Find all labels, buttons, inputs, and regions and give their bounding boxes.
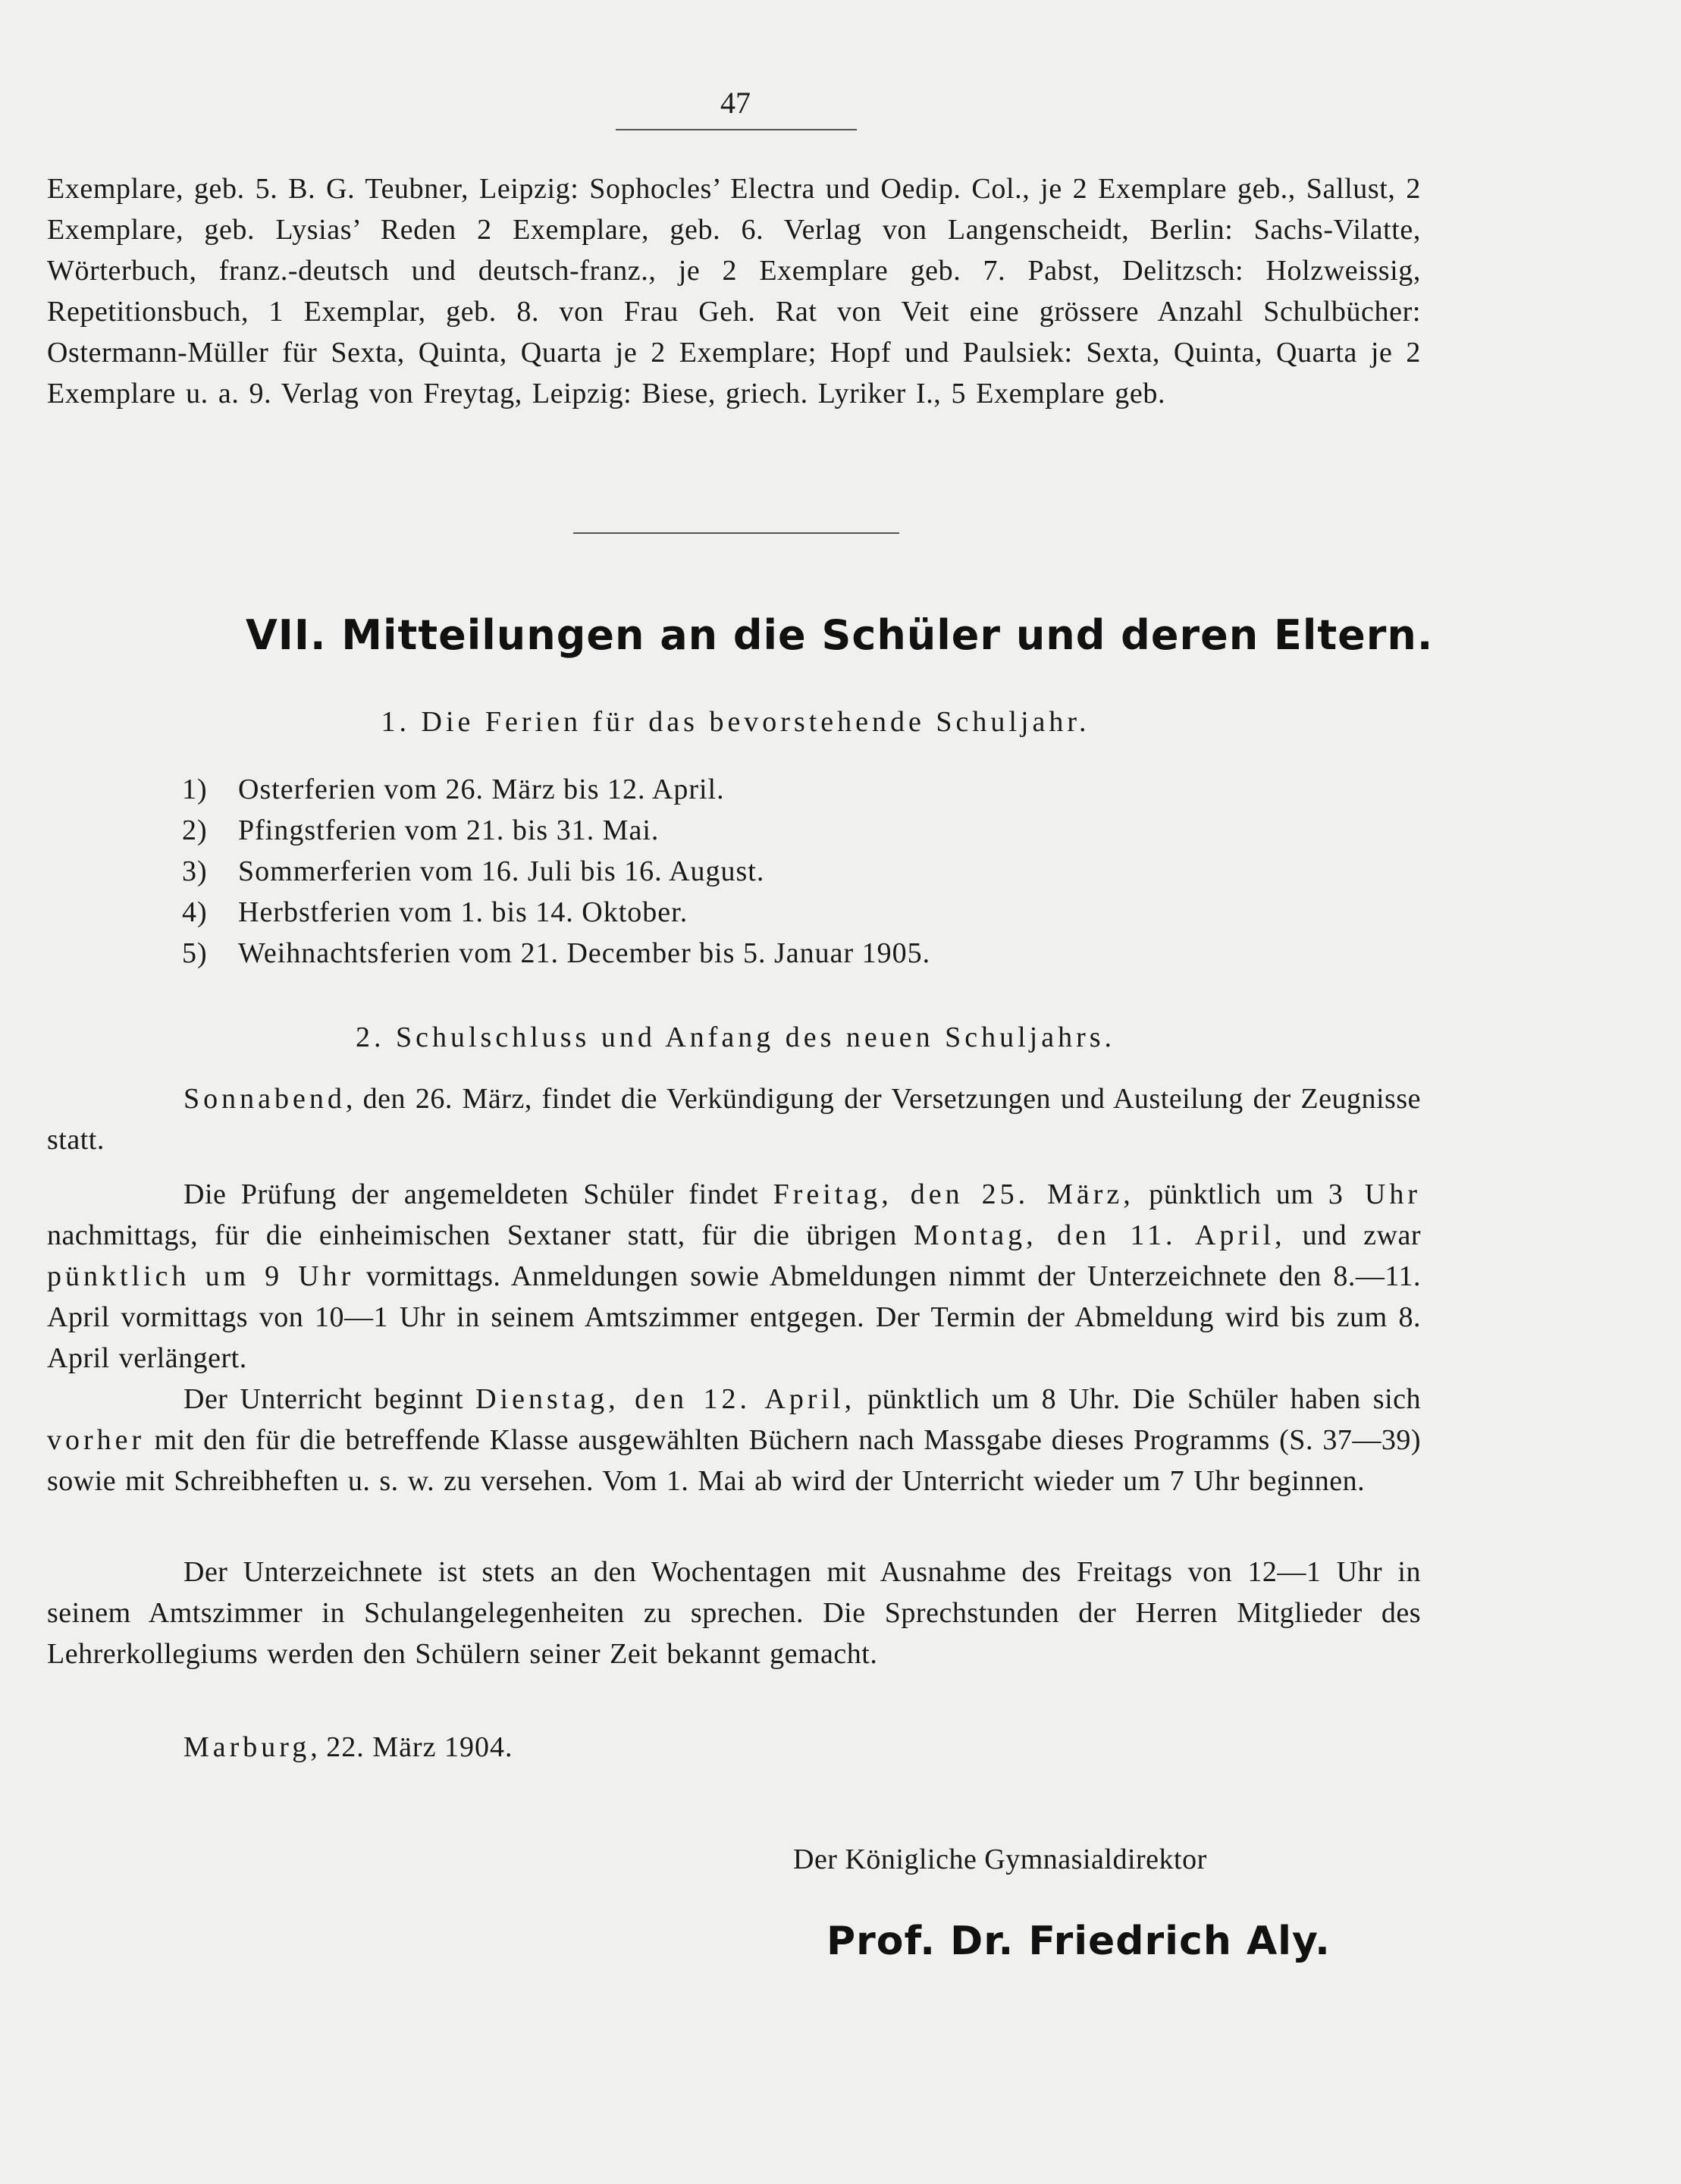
emphasis-text: Dienstag, den 12. April, bbox=[475, 1383, 856, 1415]
paragraph-versetzung bbox=[47, 1078, 1421, 1160]
paragraph-text: vormittags. Anmeldungen sowie Abmeldungen nimmt der Unterzeichnete den 8.—11. April vormittags von 10—1 Uhr in seinem Amtszimmer entgegen. Der Termin der Abmeldung wird bis zum 8. April verlängert. bbox=[47, 1260, 1421, 1374]
paragraph-text: pünktlich um bbox=[1134, 1178, 1328, 1210]
schulschluss-heading: 2. Schulschluss und Anfang des neuen Schuljahrs. bbox=[355, 1021, 1116, 1053]
list-item bbox=[182, 769, 930, 810]
emphasis-text: vorher bbox=[47, 1424, 146, 1456]
list-item bbox=[182, 892, 930, 933]
signature-name: Prof. Dr. Friedrich Aly. bbox=[826, 1919, 1331, 1964]
list-item-text: Osterferien vom 26. März bis 12. April. bbox=[238, 774, 725, 805]
paragraph-sprechstunden: Der Unterzeichnete ist stets an den Wochentagen mit Ausnahme des Freitags von 12—1 Uhr in seinem Amtszimmer in Schulangelegenheiten zu sprechen. Die Sprechstunden der Herren Mitglieder des Lehrerkollegiums werden den Schülern seiner Zeit bekannt gemacht. bbox=[47, 1556, 1421, 1670]
paragraph-text: Die Prüfung der angemeldeten Schüler findet bbox=[183, 1178, 773, 1210]
ferien-list bbox=[182, 769, 930, 974]
section-divider bbox=[573, 532, 899, 534]
list-item-number: 1) bbox=[182, 774, 208, 805]
list-item-number: 5) bbox=[182, 937, 208, 969]
list-item bbox=[182, 851, 930, 892]
emphasis-text: pünktlich um 9 Uhr bbox=[47, 1260, 355, 1292]
list-item bbox=[182, 810, 930, 851]
signature-title: Der Königliche Gymnasialdirektor bbox=[793, 1844, 1207, 1875]
paragraph-pruefung bbox=[47, 1174, 1421, 1379]
signature-place: Marburg bbox=[183, 1731, 311, 1763]
signature-date: , 22. März 1904. bbox=[310, 1731, 513, 1763]
paragraph-text: , den 26. März, findet die Verkündigung der Versetzungen und Austeilung der Zeugnisse statt. bbox=[47, 1083, 1421, 1156]
paragraph-unterricht bbox=[47, 1379, 1421, 1502]
paragraph-text: mit den für die betreffende Klasse ausgewählten Büchern nach Massgabe dieses Programms (S. 37—39) sowie mit Schreibheften u. s. w. zu versehen. Vom 1. Mai ab wird der Unterricht wieder um 7 Uhr beginnen. bbox=[47, 1424, 1421, 1497]
paragraph-text: Der Unterricht beginnt bbox=[183, 1383, 476, 1415]
section-heading: VII. Mitteilungen an die Schüler und deren Eltern. bbox=[246, 611, 1434, 659]
paragraph-text: nachmittags, für die einheimischen Sextaner statt, für die übrigen bbox=[47, 1219, 914, 1251]
ferien-heading: 1. Die Ferien für das bevorstehende Schuljahr. bbox=[381, 706, 1090, 738]
list-item-number: 3) bbox=[182, 855, 208, 887]
page-number: 47 bbox=[720, 86, 751, 120]
emphasis-text: Sonnabend bbox=[183, 1083, 346, 1115]
paragraph-text: und zwar bbox=[1285, 1219, 1421, 1251]
paragraph-text: pünktlich um 8 Uhr. Die Schüler haben sich bbox=[855, 1383, 1421, 1415]
list-item-number: 4) bbox=[182, 896, 208, 928]
list-item-text: Sommerferien vom 16. Juli bis 16. August. bbox=[238, 855, 765, 887]
list-item-number: 2) bbox=[182, 814, 208, 846]
emphasis-text: Freitag, den 25. März, bbox=[773, 1178, 1134, 1210]
emphasis-text: 3 Uhr bbox=[1328, 1178, 1421, 1210]
list-item bbox=[182, 933, 930, 974]
list-item-text: Pfingstferien vom 21. bis 31. Mai. bbox=[238, 814, 660, 846]
list-item-text: Weihnachtsferien vom 21. December bis 5. Januar 1905. bbox=[238, 937, 931, 969]
emphasis-text: Montag, den 11. April, bbox=[913, 1219, 1286, 1251]
header-rule bbox=[616, 129, 857, 130]
list-item-text: Herbstferien vom 1. bis 14. Oktober. bbox=[238, 896, 688, 928]
signature-place-date bbox=[183, 1731, 513, 1764]
intro-paragraph: Exemplare, geb. 5. B. G. Teubner, Leipzig: Sophocles’ Electra und Oedip. Col., je 2 Exemplare geb., Sallust, 2 Exemplare, geb. Lysias’ Reden 2 Exemplare, geb. 6. Verlag von Langenscheidt, Berlin: Sachs-Vilatte, Wörterbuch, franz.-deutsch und deutsch-franz., je 2 Exemplare geb. 7. Pabst, Delitzsch: Holzweissig, Repetitionsbuch, 1 Exemplar, geb. 8. von Frau Geh. Rat von Veit eine grössere Anzahl Schulbücher: Ostermann-Müller für Sexta, Quinta, Quarta je 2 Exemplare; Hopf und Paulsiek: Sexta, Quinta, Quarta je 2 Exemplare u. a. 9. Verlag von Freytag, Leipzig: Biese, griech. Lyriker I., 5 Exemplare geb. bbox=[47, 173, 1421, 410]
